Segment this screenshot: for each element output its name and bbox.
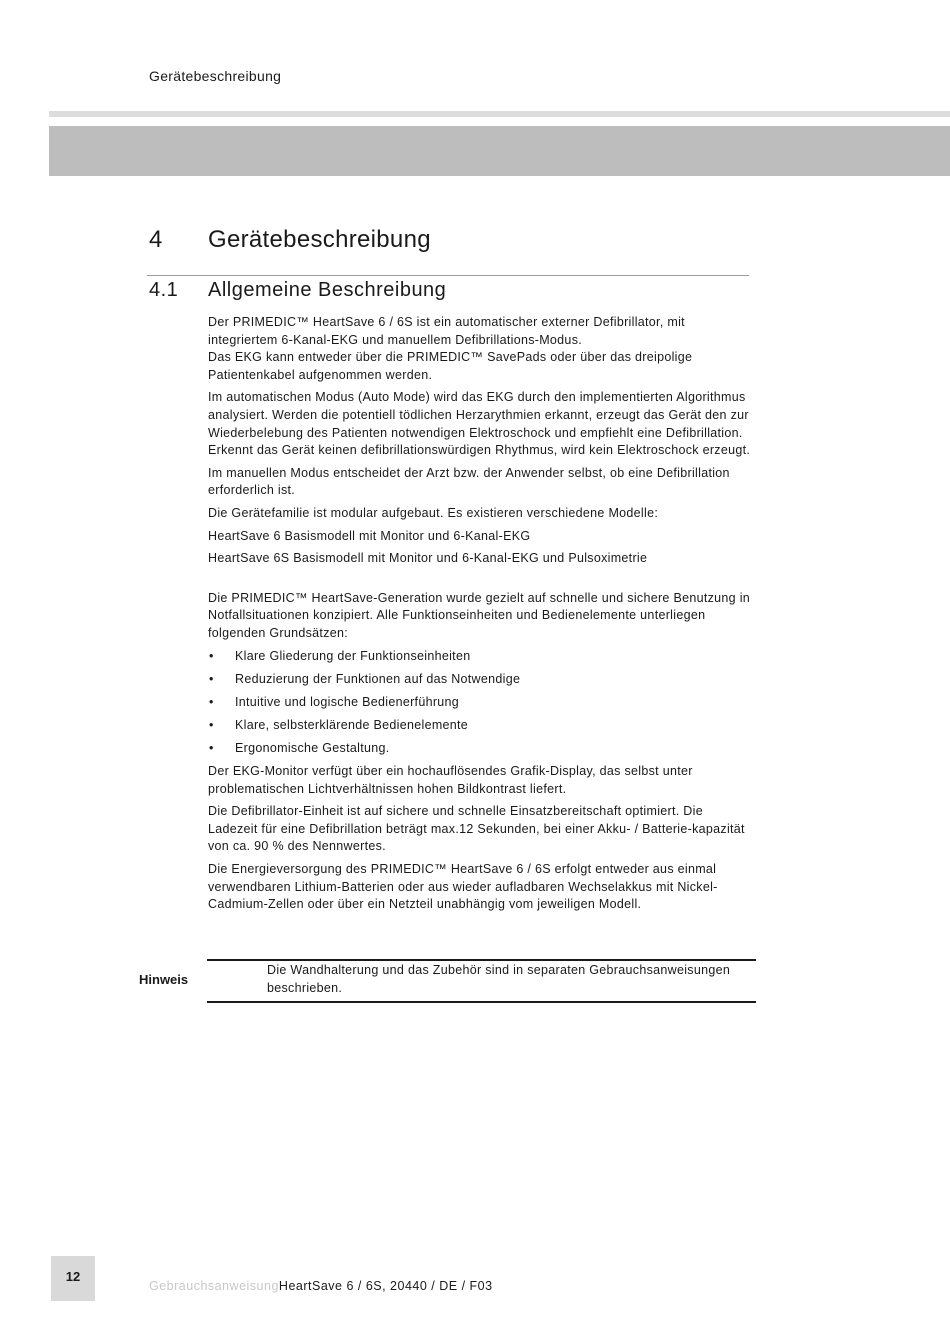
page-number: 12 — [65, 1269, 81, 1284]
section-body — [208, 314, 753, 919]
paragraph-manual-mode: Im manuellen Modus entscheidet der Arzt bzw. der Anwender selbst, ob eine Defibrillation erforderlich ist. — [208, 465, 730, 498]
running-header: Gerätebeschreibung — [149, 68, 282, 84]
section-title: Allgemeine Beschreibung — [208, 279, 447, 301]
footer-doc-label: Gebrauchsanweisung — [149, 1279, 279, 1293]
paragraph-model-6: HeartSave 6 Basismodell mit Monitor und 6-Kanal-EKG — [208, 528, 531, 543]
paragraph-auto-mode: Im automatischen Modus (Auto Mode) wird das EKG durch den implementierten Algorithmus analysiert. Werden die potentiell tödlichen Herzarythmien erkannt, erzeugt das Gerät den zur Wiederbelebung des Patienten notwendigen Elektroschock und empfiehlt eine Defibrillation. Erkennt das Gerät keinen defibrillationswürdigen Rhythmus, wird kein Elektroschock erzeugt. — [208, 390, 751, 458]
bullet-icon: • — [209, 648, 214, 663]
paragraph-power-supply: Die Energieversorgung des PRIMEDIC™ HeartSave 6 / 6S erfolgt entweder aus einmal verwendbaren Lithium-Batterien oder aus wieder aufladbaren Wechselakkus mit Nickel-Cadmium-Zellen oder über ein Netzteil unabhängig vom jeweiligen Modell. — [208, 861, 718, 912]
list-item: • Ergonomische Gestaltung. — [208, 740, 753, 758]
note-label: Hinweis — [139, 972, 189, 987]
note-text: Die Wandhalterung und das Zubehör sind in separaten Gebrauchsanweisungen beschrieben. — [267, 963, 731, 995]
bullet-icon: • — [209, 671, 214, 686]
bullet-icon: • — [209, 740, 214, 755]
paragraph-intro-device: Der PRIMEDIC™ HeartSave 6 / 6S ist ein automatischer externer Defibrillator, mit integriertem 6-Kanal-EKG und manuellem Defibrillations-Modus. Das EKG kann entweder über die PRIMEDIC™ SavePads oder über das dreipolige Patientenkabel aufgenommen werden. — [208, 315, 693, 382]
paragraph-model-6s: HeartSave 6S Basismodell mit Monitor und 6-Kanal-EKG und Pulsoximetrie — [208, 551, 648, 566]
paragraph-models-intro: Die Gerätefamilie ist modular aufgebaut. Es existieren verschiedene Modelle: — [208, 505, 659, 520]
chapter-divider — [147, 275, 749, 276]
chapter-number: 4 — [149, 226, 163, 253]
section-number: 4.1 — [149, 279, 179, 301]
bullet-icon: • — [209, 717, 214, 732]
footer-doc-info: HeartSave 6 / 6S, 20440 / DE / F03 — [278, 1279, 493, 1293]
list-item: • Klare Gliederung der Funktionseinheiten — [208, 648, 753, 666]
page-number-box — [51, 1256, 95, 1301]
header-band — [49, 126, 950, 176]
note-bottom-rule — [207, 1001, 756, 1003]
paragraph-principles-intro: Die PRIMEDIC™ HeartSave-Generation wurde gezielt auf schnelle und sichere Benutzung in Notfallsituationen konzipiert. Alle Funktionseinheiten und Bedienelemente unterliegen folgenden Grundsätzen: — [208, 590, 751, 640]
paragraph-monitor: Der EKG-Monitor verfügt über ein hochauflösendes Grafik-Display, das selbst unter problematischen Lichtverhältnissen hohen Bildkontrast liefert. — [208, 763, 693, 796]
list-item: • Reduzierung der Funktionen auf das Notwendige — [208, 671, 753, 689]
chapter-title: Gerätebeschreibung — [208, 226, 431, 253]
list-item: • Intuitive und logische Bedienerführung — [208, 694, 753, 712]
bullet-icon: • — [209, 694, 214, 709]
paragraph-defibrillator: Die Defibrillator-Einheit ist auf sichere und schnelle Einsatzbereitschaft optimiert. Die Ladezeit für eine Defibrillation beträgt max.12 Sekunden, bei einer Akku- / Batterie-kapazität von ca. 90 % des Nennwertes. — [208, 804, 745, 854]
principles-list — [208, 648, 753, 758]
footer — [149, 1279, 493, 1293]
header-band-thin — [49, 111, 950, 117]
list-item: • Klare, selbsterklärende Bedienelemente — [208, 717, 753, 735]
note-top-rule — [207, 959, 756, 961]
